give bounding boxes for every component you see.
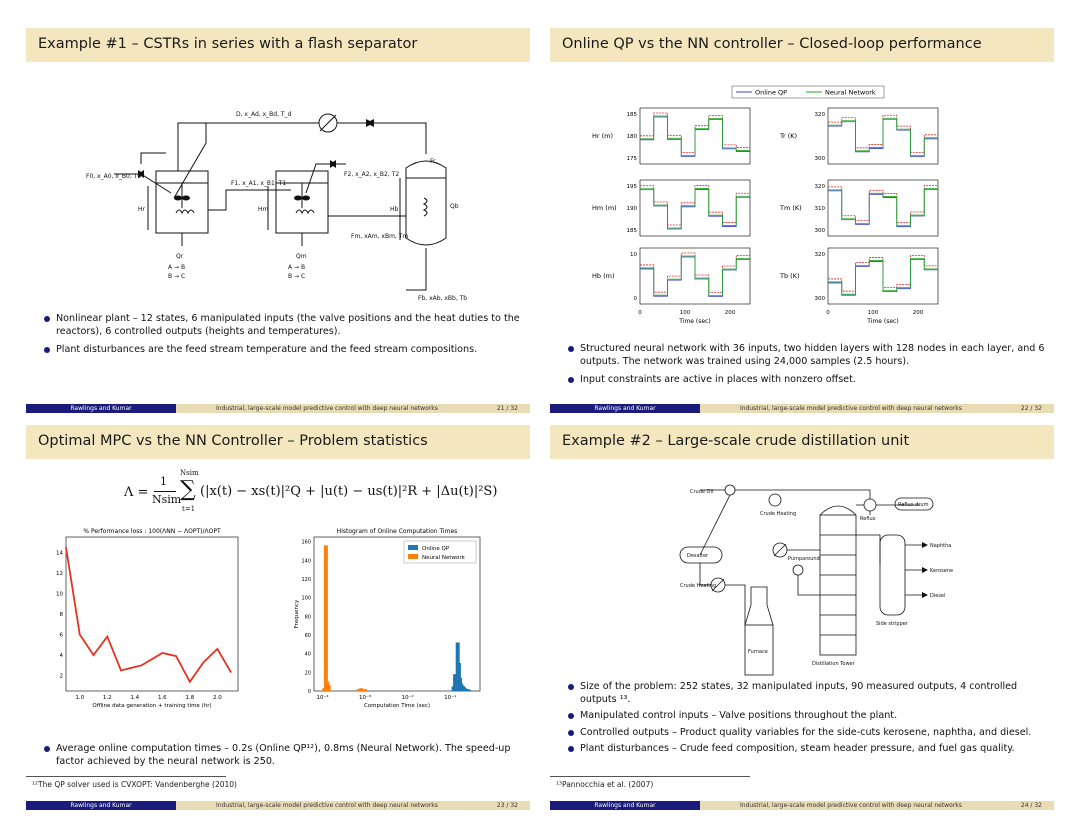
y-tick-label: 120 [301, 577, 311, 583]
plot-ytick: 0 [633, 296, 637, 302]
x-tick-label: 1.4 [130, 695, 140, 701]
label-crude-oil: Crude Oil [690, 489, 714, 495]
label-crude-heating-1: Crude Heating [760, 511, 797, 517]
y-axis-label: Frequency [294, 599, 300, 629]
plot-ytick: 180 [626, 134, 637, 140]
label-fm-stream: Fm, xAm, xBm, Tm [351, 233, 409, 240]
slide-24 [550, 425, 1054, 810]
bullet-item: Input constraints are active in places with nonzero offset. [566, 374, 1046, 387]
sum-sign: ∑ [180, 477, 196, 502]
footer-authors: Rawlings and Kumar [26, 404, 176, 413]
plot-ytick: 300 [814, 228, 825, 234]
y-tick-label: 8 [59, 612, 63, 618]
x-tick-label: 10⁻³ [359, 695, 372, 701]
label-naphtha: Naphtha [930, 543, 952, 549]
footer-page-number: 23 / 32 [496, 802, 518, 809]
x-tick-label: 1.6 [157, 695, 167, 701]
label-kerosene: Kerosene [930, 568, 954, 574]
x-tick-label: 1.8 [185, 695, 195, 701]
y-tick-label: 160 [301, 539, 311, 546]
x-tick-label: 10⁻² [401, 695, 414, 701]
label-reaction1-r1: A → B [168, 264, 186, 271]
label-crude-heating-2: Crude Heating [680, 583, 717, 589]
slide-title-bar [550, 28, 1054, 62]
y-tick-label: 20 [304, 670, 311, 677]
performance-loss-chart [44, 525, 244, 725]
computation-time-histogram [290, 525, 490, 725]
slide-title-bar [26, 28, 530, 62]
plot-ytick: 10 [630, 252, 637, 258]
slide-title-bar [26, 425, 530, 459]
plot-xtick: 0 [826, 310, 830, 316]
chart-title: Histogram of Online Computation Times [336, 528, 458, 535]
y-tick-label: 14 [56, 550, 63, 557]
plot-xlabel: Time (sec) [679, 318, 711, 325]
footer-talk-title: Industrial, large-scale model predictive control with deep neural networks [216, 405, 438, 412]
bullet-item: Structured neural network with 36 inputs, two hidden layers with 128 nodes in each layer, and 6 outputs. The network was trained using 24,000 samples (2.5 hours). [566, 343, 1046, 368]
y-tick-label: 4 [59, 653, 63, 660]
histogram-legend [404, 541, 476, 563]
footer-page-number: 22 / 32 [1020, 405, 1042, 412]
closed-loop-plots [550, 80, 1054, 330]
slide-22 [550, 28, 1054, 413]
y-tick-label: 60 [304, 633, 311, 639]
bullet-item: Plant disturbances – Crude feed composition, steam header pressure, and fuel gas quality. [566, 743, 1046, 756]
slide-footer [26, 801, 530, 810]
plot-xtick: 0 [638, 310, 642, 316]
slide-title: Online QP vs the NN controller – Closed-loop performance [562, 36, 982, 52]
plot-ylabel: Tr (K) [780, 132, 798, 140]
bullet-list [42, 743, 522, 774]
legend-label: Neural Network [422, 555, 465, 561]
formula-body: (|x(t) − xs(t)|²Q + |u(t) − us(t)|²R + |Δu(t)|²S) [200, 484, 498, 499]
label-q3: Qb [450, 203, 459, 210]
footer-talk-title: Industrial, large-scale model predictive control with deep neural networks [740, 405, 962, 412]
histogram-bar [359, 688, 363, 691]
plot-ytick: 320 [814, 184, 825, 190]
slide-footer [26, 404, 530, 413]
y-tick-label: 100 [301, 595, 311, 602]
bullet-item: Size of the problem: 252 states, 32 manipulated inputs, 90 measured outputs, 4 controlled outputs ¹³. [566, 681, 1046, 706]
histogram-bar [327, 685, 331, 691]
plot-ytick: 185 [626, 112, 637, 118]
plot-ytick: 175 [626, 156, 637, 162]
label-distillation-tower: Distillation Tower [812, 661, 855, 667]
legend-online-qp: Online QP [755, 88, 788, 97]
label-desalter: Desalter [687, 553, 709, 559]
label-h3: Hb [390, 206, 399, 213]
histogram-bar [363, 689, 367, 691]
label-fb-stream: Fb, xAb, xBb, Tb [418, 295, 468, 302]
label-f2-stream: F2, x_A2, x_B2, T2 [344, 171, 400, 178]
plot-ylabel: Hb (m) [592, 272, 615, 280]
label-reaction1-r2: A → B [288, 264, 306, 271]
label-reflux-drum: Reflux drum [898, 502, 929, 508]
plot-ylabel: Hr (m) [592, 132, 614, 140]
footer-authors: Rawlings and Kumar [550, 404, 700, 413]
x-axis-label: Offline data generation + training time (hr) [92, 703, 212, 709]
x-axis-label: Computation Time (sec) [363, 703, 431, 709]
y-tick-label: 12 [56, 570, 63, 577]
slide-footer [550, 801, 1054, 810]
label-q1: Qr [176, 253, 184, 260]
plot-area [66, 537, 238, 691]
legend-swatch [408, 554, 418, 559]
plot-ytick: 320 [814, 252, 825, 258]
footnote: ¹³Pannocchia et al. (2007) [556, 780, 654, 789]
y-tick-label: 140 [301, 558, 311, 565]
formula-sum-top: Nsim [180, 469, 199, 477]
slide-title-bar [550, 425, 1054, 459]
footer-talk-title: Industrial, large-scale model predictive control with deep neural networks [216, 802, 438, 809]
footer-talk-title: Industrial, large-scale model predictive control with deep neural networks [740, 802, 962, 809]
y-tick-label: 40 [304, 651, 311, 658]
footer-authors: Rawlings and Kumar [550, 801, 700, 810]
slide-title: Example #2 – Large-scale crude distillation unit [562, 433, 910, 449]
plot-ytick: 300 [814, 156, 825, 162]
slide-21 [26, 28, 530, 413]
footer-page-number: 24 / 32 [1020, 802, 1042, 809]
legend-label: Online QP [422, 546, 450, 552]
bullet-list [566, 681, 1046, 760]
x-tick-label: 10⁻⁴ [316, 695, 329, 701]
plot-xtick: 100 [867, 310, 879, 316]
plot-ytick: 195 [626, 184, 637, 190]
bullet-item: Average online computation times – 0.2s (Online QP¹²), 0.8ms (Neural Network). The speed-up factor achieved by the neural network is 250. [42, 743, 522, 768]
plot-ylabel: Tb (K) [780, 272, 800, 280]
label-f0-stream: F0, x_A0, x_B0, T0 [86, 173, 142, 180]
x-tick-label: 10⁻¹ [444, 695, 457, 701]
x-tick-label: 1.0 [75, 695, 85, 701]
plot-ytick: 185 [626, 228, 637, 234]
chart-title: % Performance loss : 100(ΛNN − ΛOPT)/ΛOPT [83, 528, 221, 535]
label-pumparound: Pumparound [788, 556, 820, 562]
x-tick-label: 2.0 [212, 695, 222, 701]
label-diesel: Diesel [930, 593, 946, 599]
plot-xtick: 200 [724, 310, 736, 316]
plot-xtick: 200 [912, 310, 924, 316]
formula-lhs: Λ = [124, 485, 149, 500]
plot-xtick: 100 [679, 310, 691, 316]
slide-footer [550, 404, 1054, 413]
footer-authors: Rawlings and Kumar [26, 801, 176, 810]
bullet-list [566, 343, 1046, 393]
label-furnace: Furnace [748, 649, 768, 655]
histogram-bar [324, 545, 328, 691]
bullet-item: Controlled outputs – Product quality variables for the side-cuts kerosene, naphtha, and diesel. [566, 727, 1046, 740]
y-tick-label: 10 [56, 591, 63, 598]
plot-ylabel: Hm (m) [592, 204, 617, 212]
label-q2: Qm [296, 253, 307, 260]
y-tick-label: 0 [307, 689, 311, 695]
plot-ytick: 190 [626, 206, 637, 212]
plot-ytick: 320 [814, 112, 825, 118]
legend-swatch [408, 545, 418, 550]
legend-neural-network: Neural Network [825, 88, 876, 97]
label-reflux: Reflux [860, 516, 876, 522]
crude-distillation-diagram [550, 475, 1054, 667]
label-h2: Hm [258, 206, 269, 213]
x-tick-label: 1.2 [102, 695, 112, 701]
slide-23 [26, 425, 530, 810]
plot-ylabel: Tm (K) [780, 204, 802, 212]
formula-fraction-num: 1 [160, 475, 167, 488]
plots-legend [732, 86, 884, 98]
plot-xlabel: Time (sec) [867, 318, 899, 325]
bullet-item: Nonlinear plant – 12 states, 6 manipulated inputs (the valve positions and the heat duties to the reactors), 6 controlled outputs (heights and temperatures). [42, 313, 522, 338]
y-tick-label: 80 [304, 614, 311, 621]
label-h1: Hr [138, 206, 145, 213]
label-f1-stream: F1, x_A1, x_B1, T1 [231, 180, 287, 187]
y-tick-label: 6 [59, 632, 63, 639]
formula-sum-bottom: t=1 [182, 505, 196, 513]
label-fr-stream: Fr [430, 158, 436, 165]
label-reaction2-r1: B → C [168, 273, 186, 280]
plot-ytick: 300 [814, 296, 825, 302]
bullet-list [42, 313, 522, 363]
footer-page-number: 21 / 32 [496, 405, 518, 412]
label-reaction2-r2: B → C [288, 273, 306, 280]
plot-ytick: 310 [814, 206, 825, 212]
y-tick-label: 2 [59, 673, 63, 680]
cstr-flash-diagram [26, 68, 530, 318]
bullet-item: Plant disturbances are the feed stream temperature and the feed stream compositions. [42, 344, 522, 357]
plot-frame [828, 180, 938, 236]
slide-title: Example #1 – CSTRs in series with a flash separator [38, 36, 418, 52]
formula-fraction-den: Nsim [152, 493, 182, 506]
histogram-bar [467, 690, 471, 691]
slide-title: Optimal MPC vs the NN Controller – Problem statistics [38, 433, 428, 449]
footnote: ¹²The QP solver used is CVXOPT: Vandenberghe (2010) [32, 780, 237, 789]
bullet-item: Manipulated control inputs – Valve positions throughout the plant. [566, 710, 1046, 723]
label-side-stripper: Side stripper [876, 621, 908, 627]
label-d-stream: D, x_Ad, x_Bd, T_d [236, 111, 292, 118]
